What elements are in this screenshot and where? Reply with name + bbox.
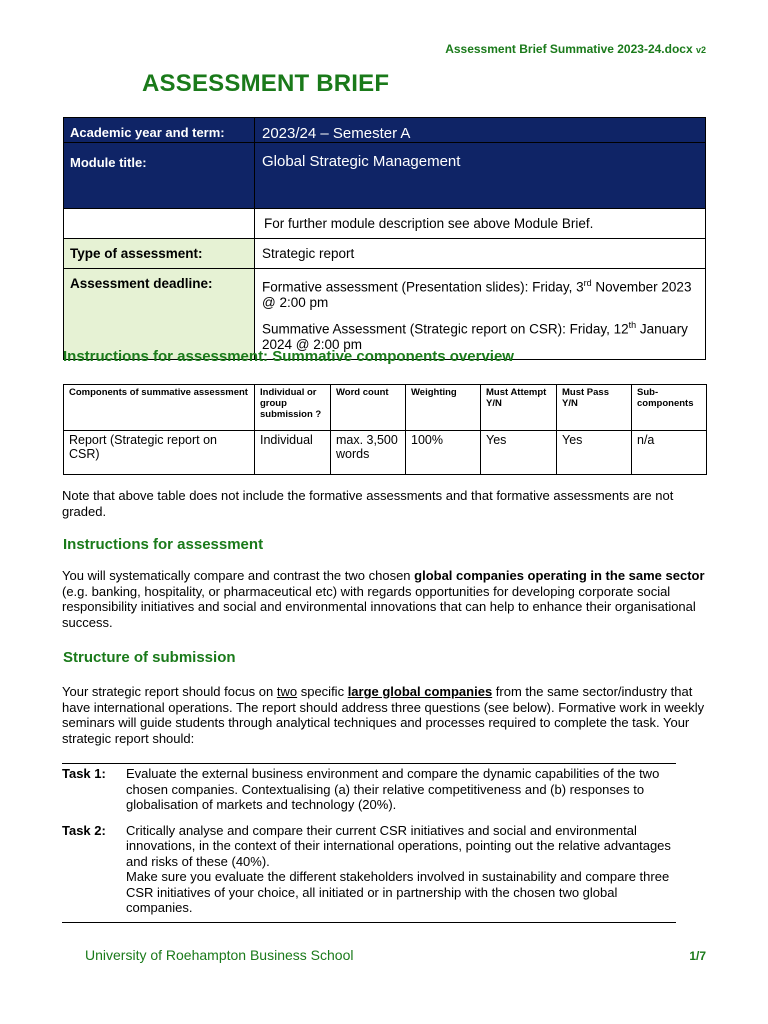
task-text: Evaluate the external business environment and compare the dynamic capabilities of the two chosen companies. Contextualising (a) their relative competitiveness and (b) responses to globalisation of markets and technology (20%). [126, 766, 660, 812]
version-tag: v2 [695, 45, 706, 55]
bold-underlined-phrase: large global companies [347, 684, 493, 699]
formative-deadline: Formative assessment (Presentation slides): Friday, 3rd November 2023 @ 2:00 pm [262, 278, 692, 310]
module-title-value: Global Strategic Management [255, 143, 706, 209]
table-cell: Report (Strategic report on CSR) [64, 431, 255, 475]
col-header: Components of summative assessment [64, 385, 255, 431]
col-header: Individual or group submission ? [255, 385, 331, 431]
task-item [62, 823, 676, 916]
col-header: Must Pass Y/N [557, 385, 632, 431]
components-table [63, 384, 707, 475]
task-label: Task 2: [62, 822, 106, 838]
table-cell: n/a [632, 431, 707, 475]
module-title-row [64, 143, 706, 209]
type-row [64, 239, 706, 269]
table-cell: max. 3,500 words [331, 431, 406, 475]
academic-year-label: Academic year and term: [64, 118, 255, 143]
col-header: Sub-components [632, 385, 707, 431]
section-heading-structure: Structure of submission [63, 649, 236, 666]
col-header: Word count [331, 385, 406, 431]
bold-phrase: global companies operating in the same sector [414, 568, 705, 583]
section-heading-instructions: Instructions for assessment [63, 536, 264, 553]
col-header: Must Attempt Y/N [481, 385, 557, 431]
structure-paragraph: Your strategic report should focus on two specific large global companies from the same sector/industry that have international operations. The report should address three questions (see below). Formative work in weekly seminars will guide students through analytical techniques and processes required to complete the task. Your strategic report should: [62, 684, 705, 746]
table-cell: Individual [255, 431, 331, 475]
note-paragraph: Note that above table does not include the formative assessments and that formative assessments are not graded. [62, 488, 674, 519]
footer-page-number: 1/7 [689, 949, 706, 963]
table-row [64, 431, 707, 475]
instructions-paragraph: You will systematically compare and contrast the two chosen global companies operating in the same sector (e.g. banking, hospitality, or pharmaceutical etc) with regards opportunities for developing corporate social responsibility initiatives and social and environmental innovations that can help to enhance their organisational success. [62, 568, 705, 630]
document-filename-header [445, 42, 706, 56]
type-value: Strategic report [255, 239, 706, 269]
task-item [62, 766, 676, 813]
deadline-row [64, 269, 706, 360]
components-header-row [64, 385, 707, 431]
deadline-label: Assessment deadline: [64, 269, 255, 360]
footer-school-name: University of Roehampton Business School [85, 947, 354, 963]
table-cell: Yes [557, 431, 632, 475]
filename: Assessment Brief Summative 2023-24.docx [445, 42, 693, 56]
col-header: Weighting [406, 385, 481, 431]
assessment-info-table [63, 117, 706, 360]
empty-cell [64, 209, 255, 239]
deadline-value [255, 269, 706, 360]
table-cell: Yes [481, 431, 557, 475]
summative-deadline: Summative Assessment (Strategic report on CSR): Friday, 12th January 2024 @ 2:00 pm [262, 319, 688, 352]
academic-year-row [64, 118, 706, 143]
task-text: Critically analyse and compare their current CSR initiatives and social and environmental innovations, in the context of their international operations, pointing out the relative advantages and risks of these (40%). Make sure you evaluate the different stakeholders involved in sustainability and compare three CSR initiatives of your choice, all initiated or in partnership with the chosen two global companies. [126, 822, 671, 915]
type-label: Type of assessment: [64, 239, 255, 269]
module-title-label: Module title: [64, 143, 255, 209]
further-description: For further module description see above Module Brief. [255, 209, 706, 239]
task-label: Task 1: [62, 766, 106, 781]
page-title: ASSESSMENT BRIEF [142, 70, 390, 97]
academic-year-value: 2023/24 – Semester A [255, 118, 706, 143]
table-cell: 100% [406, 431, 481, 475]
section-heading-components: Instructions for assessment: Summative components overview [63, 348, 514, 365]
tasks-block [62, 763, 676, 923]
further-description-row [64, 209, 706, 239]
